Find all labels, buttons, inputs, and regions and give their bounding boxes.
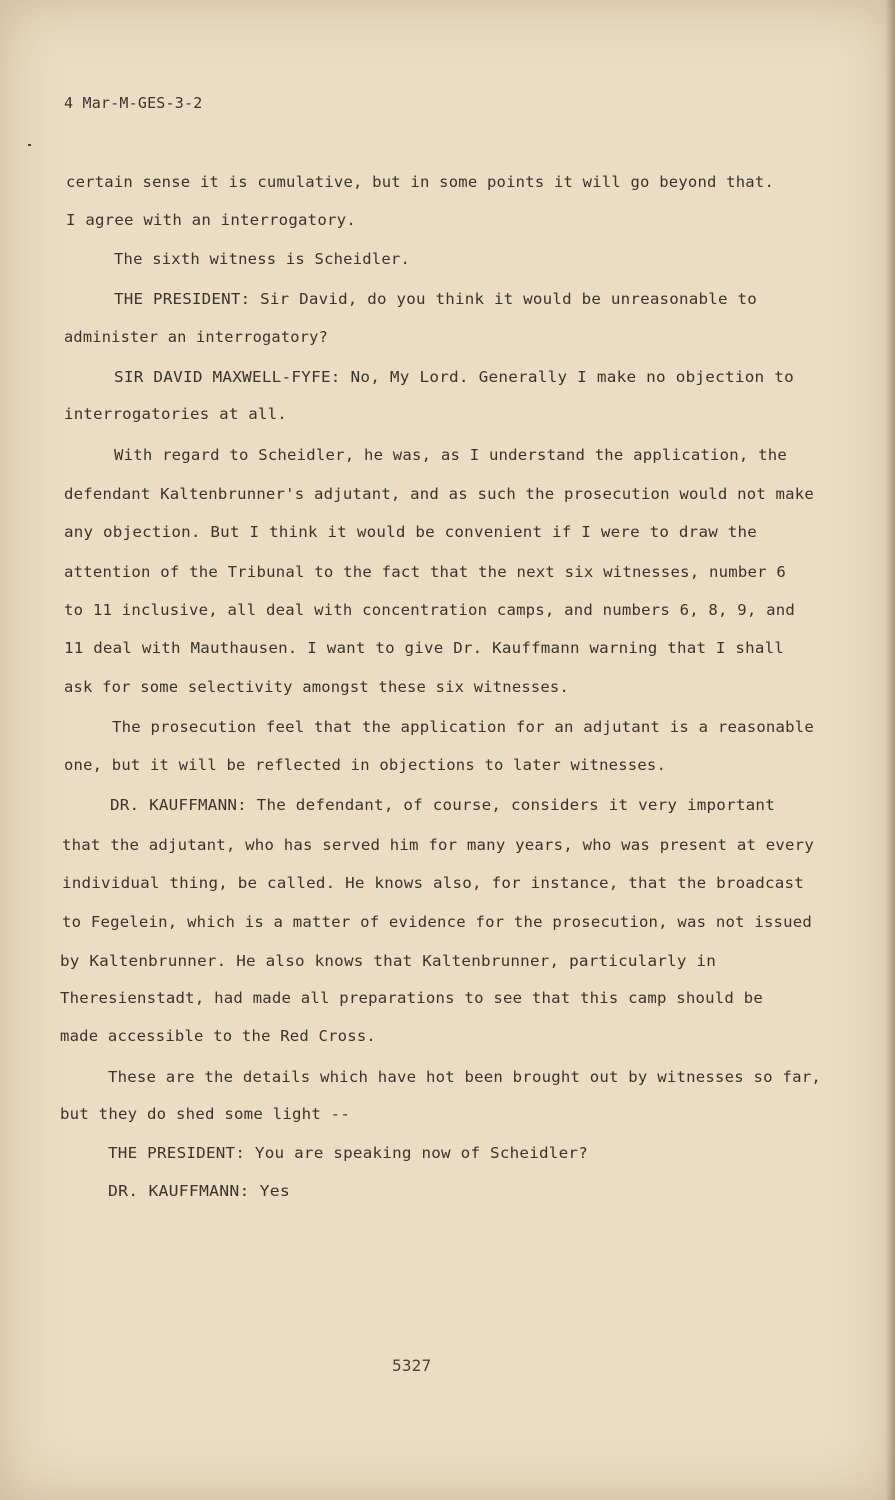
text-line-1: certain sense it is cumulative, but in some points it will go beyond that.	[66, 173, 775, 191]
margin-mark	[28, 144, 31, 146]
text-line-10: any objection. But I think it would be convenient if I were to draw the	[64, 523, 758, 541]
text-line-8: With regard to Scheidler, he was, as I understand the application, the	[114, 446, 787, 464]
text-line-7: interrogatories at all.	[64, 405, 287, 423]
text-line-18: that the adjutant, who has served him for many years, who was present at every	[62, 836, 814, 854]
text-line-20: to Fegelein, which is a matter of evidence for the prosecution, was not issued	[62, 913, 813, 931]
text-line-14: ask for some selectivity amongst these six witnesses.	[64, 678, 569, 696]
text-line-6: SIR DAVID MAXWELL-FYFE: No, My Lord. Generally I make no objection to	[114, 368, 794, 386]
text-line-4: THE PRESIDENT: Sir David, do you think it would be unreasonable to	[114, 290, 757, 308]
text-line-23: made accessible to the Red Cross.	[60, 1027, 376, 1045]
text-line-16: one, but it will be reflected in objections to later witnesses.	[64, 756, 667, 774]
text-line-21: by Kaltenbrunner. He also knows that Kaltenbrunner, particularly in	[60, 952, 717, 970]
text-line-11: attention of the Tribunal to the fact that the next six witnesses, number 6	[64, 563, 787, 581]
text-line-12: to 11 inclusive, all deal with concentration camps, and numbers 6, 8, 9, and	[64, 601, 796, 619]
text-line-15: The prosecution feel that the application for an adjutant is a reasonable	[112, 718, 815, 736]
page-edge-shadow	[885, 0, 895, 1500]
text-line-17: DR. KAUFFMANN: The defendant, of course, considers it very important	[110, 796, 775, 814]
text-line-22: Theresienstadt, had made all preparations to see that this camp should be	[60, 989, 763, 1007]
text-line-25: but they do shed some light --	[60, 1105, 351, 1123]
text-line-5: administer an interrogatory?	[64, 328, 328, 346]
text-line-24: These are the details which have hot been brought out by witnesses so far,	[108, 1068, 821, 1086]
text-line-19: individual thing, be called. He knows also, for instance, that the broadcast	[62, 874, 805, 892]
text-line-3: The sixth witness is Scheidler.	[114, 250, 411, 268]
text-line-27: DR. KAUFFMANN: Yes	[108, 1182, 291, 1200]
text-line-13: 11 deal with Mauthausen. I want to give Dr. Kauffmann warning that I shall	[64, 639, 785, 657]
text-line-2: I agree with an interrogatory.	[66, 211, 357, 229]
text-line-9: defendant Kaltenbrunner's adjutant, and as such the prosecution would not make	[64, 485, 815, 503]
page-header: 4 Mar-M-GES-3-2	[64, 94, 203, 112]
page-number: 5327	[392, 1356, 432, 1375]
text-line-26: THE PRESIDENT: You are speaking now of Scheidler?	[108, 1144, 588, 1162]
